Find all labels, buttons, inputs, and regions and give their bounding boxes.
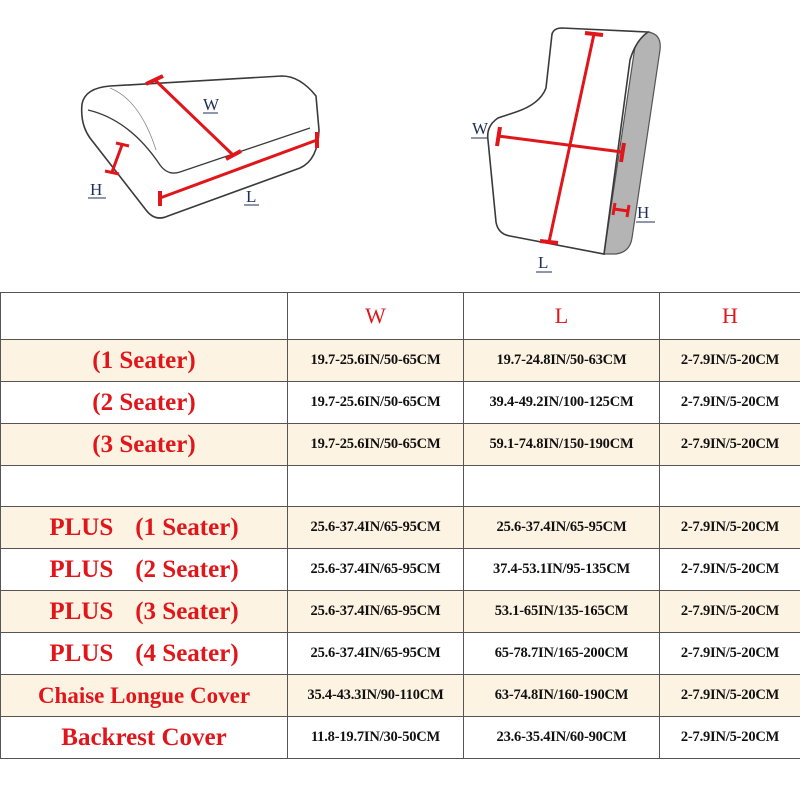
width-value-cell: [288, 466, 464, 507]
chaise-length-label: L: [538, 253, 549, 272]
size-name: Chaise Longue Cover: [37, 682, 251, 708]
size-name-cell: [1, 591, 288, 633]
width-value-cell: 25.6-37.4IN/65-95CM: [288, 633, 464, 675]
size-name-cell: [1, 382, 288, 424]
table-row: [1, 633, 800, 675]
seat-cushion-diagram: [82, 76, 319, 218]
height-value-cell: 2-7.9IN/5-20CM: [660, 507, 800, 549]
length-value-cell: 19.7-24.8IN/50-63CM: [464, 340, 660, 382]
size-name-wrap: [49, 640, 238, 668]
size-name-cell: [1, 675, 288, 717]
size-name-cell: [1, 507, 288, 549]
length-value-cell: 59.1-74.8IN/150-190CM: [464, 424, 660, 466]
header-cell-height: H: [660, 293, 800, 340]
size-name-wrap: [92, 389, 195, 417]
size-name-wrap: [49, 556, 238, 584]
size-name-cell: [1, 717, 288, 759]
size-name: (2 Seater): [92, 388, 196, 416]
plus-label: PLUS: [49, 513, 114, 541]
height-value-cell: 2-7.9IN/5-20CM: [660, 633, 800, 675]
size-name-wrap: [49, 598, 238, 626]
table-row: [1, 424, 800, 466]
size-name-wrap: [61, 724, 226, 752]
size-name-wrap: [38, 683, 250, 709]
size-table-body: [1, 293, 800, 759]
height-value-cell: 2-7.9IN/5-20CM: [660, 340, 800, 382]
height-value-cell: [660, 466, 800, 507]
size-name-cell: [1, 549, 288, 591]
table-spacer-row: [1, 466, 800, 507]
size-name: (2 Seater): [135, 555, 239, 583]
table-row: [1, 591, 800, 633]
length-value-cell: 39.4-49.2IN/100-125CM: [464, 382, 660, 424]
chaise-width-label: W: [472, 119, 489, 138]
seat-height-label: H: [90, 180, 103, 199]
length-value-cell: [464, 466, 660, 507]
height-value-cell: 2-7.9IN/5-20CM: [660, 717, 800, 759]
dimension-diagrams: [0, 0, 800, 290]
seat-length-label: L: [246, 187, 257, 206]
length-value-cell: 53.1-65IN/135-165CM: [464, 591, 660, 633]
table-row: [1, 549, 800, 591]
table-row: [1, 717, 800, 759]
size-name-wrap: [49, 514, 238, 542]
length-value-cell: 37.4-53.1IN/95-135CM: [464, 549, 660, 591]
width-value-cell: 25.6-37.4IN/65-95CM: [288, 591, 464, 633]
chaise-height-label: H: [637, 203, 650, 222]
size-name-wrap: [92, 431, 195, 459]
length-value-cell: 23.6-35.4IN/60-90CM: [464, 717, 660, 759]
width-value-cell: 19.7-25.6IN/50-65CM: [288, 382, 464, 424]
size-name-cell: [1, 340, 288, 382]
height-value-cell: 2-7.9IN/5-20CM: [660, 591, 800, 633]
header-cell-width: W: [288, 293, 464, 340]
header-cell-name: [1, 293, 288, 340]
plus-label: PLUS: [49, 639, 114, 667]
size-name: (3 Seater): [135, 597, 239, 625]
width-value-cell: 19.7-25.6IN/50-65CM: [288, 340, 464, 382]
size-table: [0, 292, 800, 759]
table-row: [1, 382, 800, 424]
width-value-cell: 25.6-37.4IN/65-95CM: [288, 507, 464, 549]
table-header-row: [1, 293, 800, 340]
size-name: Backrest Cover: [61, 723, 227, 751]
cushion-body: [82, 76, 319, 218]
table-row: [1, 340, 800, 382]
chaise-height-line: [614, 209, 628, 211]
width-value-cell: 19.7-25.6IN/50-65CM: [288, 424, 464, 466]
width-value-cell: 35.4-43.3IN/90-110CM: [288, 675, 464, 717]
length-value-cell: 63-74.8IN/160-190CM: [464, 675, 660, 717]
plus-label: PLUS: [49, 555, 114, 583]
length-value-cell: 25.6-37.4IN/65-95CM: [464, 507, 660, 549]
header-cell-length: L: [464, 293, 660, 340]
table-row: [1, 675, 800, 717]
chaise-diagram: [471, 28, 660, 272]
width-value-cell: 11.8-19.7IN/30-50CM: [288, 717, 464, 759]
size-name: (1 Seater): [92, 346, 196, 374]
table-row: [1, 507, 800, 549]
size-name: (4 Seater): [135, 639, 239, 667]
seat-width-label: W: [203, 95, 220, 114]
size-name-wrap: [92, 347, 195, 375]
length-value-cell: 65-78.7IN/165-200CM: [464, 633, 660, 675]
plus-label: PLUS: [49, 597, 114, 625]
size-name: (3 Seater): [92, 430, 196, 458]
size-name-cell: [1, 424, 288, 466]
height-value-cell: 2-7.9IN/5-20CM: [660, 549, 800, 591]
size-name: (1 Seater): [135, 513, 239, 541]
height-value-cell: 2-7.9IN/5-20CM: [660, 382, 800, 424]
height-value-cell: 2-7.9IN/5-20CM: [660, 675, 800, 717]
size-name-cell: [1, 466, 288, 507]
height-value-cell: 2-7.9IN/5-20CM: [660, 424, 800, 466]
width-value-cell: 25.6-37.4IN/65-95CM: [288, 549, 464, 591]
size-name-cell: [1, 633, 288, 675]
